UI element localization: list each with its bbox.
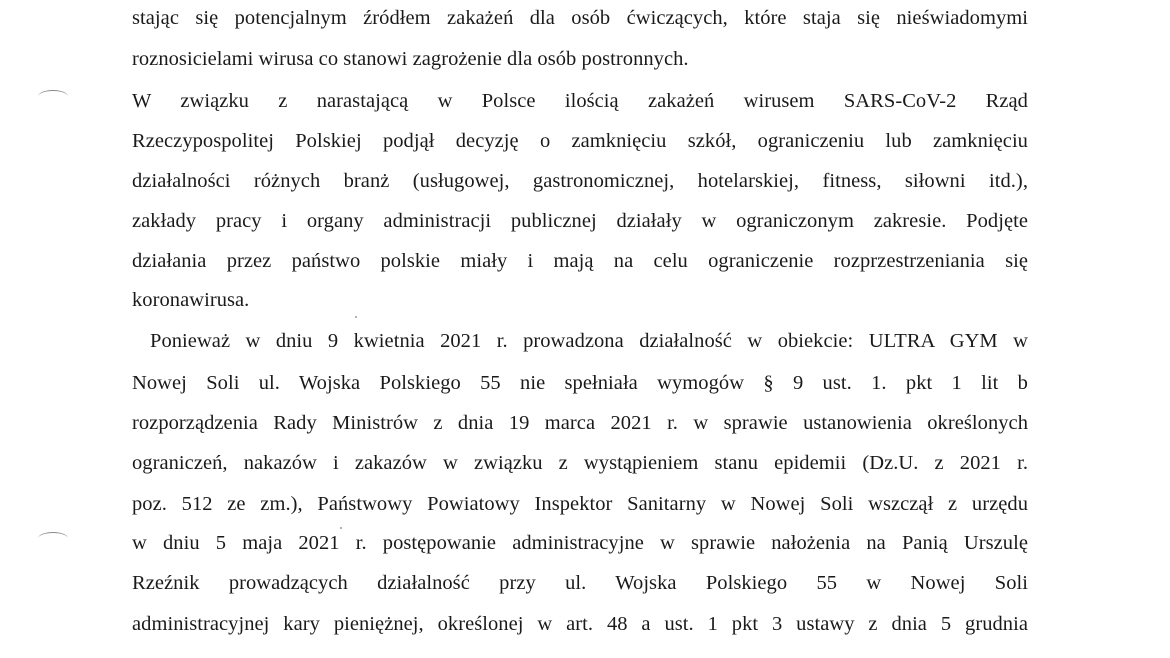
text-line: W związku z narastającą w Polsce ilością zakażeń wirusem SARS-CoV-2 Rząd [132,90,1028,112]
text-line: rozporządzenia Rady Ministrów z dnia 19 marca 2021 r. w sprawie ustanowienia określonych [132,412,1028,434]
text-line: ograniczeń, nakazów i zakazów w związku z wystąpieniem stanu epidemii (Dz.U. z 2021 r. [132,452,1028,474]
text-line: Nowej Soli ul. Wojska Polskiego 55 nie spełniała wymogów § 9 ust. 1. pkt 1 lit b [132,372,1028,394]
text-line: Rzeczypospolitej Polskiej podjął decyzję o zamknięciu szkół, ograniczeniu lub zamknięciu [132,130,1028,152]
scan-speck [355,316,357,318]
punch-hole-mark [38,532,68,545]
text-line: administracyjnej kary pieniężnej, określonej w art. 48 a ust. 1 pkt 3 ustawy z dnia 5 grudnia [132,613,1028,635]
text-line: stając się potencjalnym źródłem zakażeń dla osób ćwiczących, które staja się nieświadomymi [132,7,1028,29]
text-line: Rzeźnik prowadzących działalność przy ul. Wojska Polskiego 55 w Nowej Soli [132,572,1028,594]
scan-speck [340,527,342,529]
text-line: w dniu 5 maja 2021 r. postępowanie administracyjne w sprawie nałożenia na Panią Urszulę [132,532,1028,554]
text-line: działania przez państwo polskie miały i mają na celu ograniczenie rozprzestrzeniania się [132,250,1028,272]
text-line: koronawirusa. [132,289,250,311]
text-line: Ponieważ w dniu 9 kwietnia 2021 r. prowadzona działalność w obiekcie: ULTRA GYM w [150,330,1028,352]
text-line: działalności różnych branż (usługowej, gastronomicznej, hotelarskiej, fitness, siłowni itd.), [132,170,1028,192]
text-line: poz. 512 ze zm.), Państwowy Powiatowy Inspektor Sanitarny w Nowej Soli wszczął z urzędu [132,493,1028,515]
punch-hole-mark [38,90,68,103]
text-line: zakłady pracy i organy administracji publicznej działały w ograniczonym zakresie. Podjęte [132,210,1028,232]
text-line: roznosicielami wirusa co stanowi zagrożenie dla osób postronnych. [132,48,689,70]
